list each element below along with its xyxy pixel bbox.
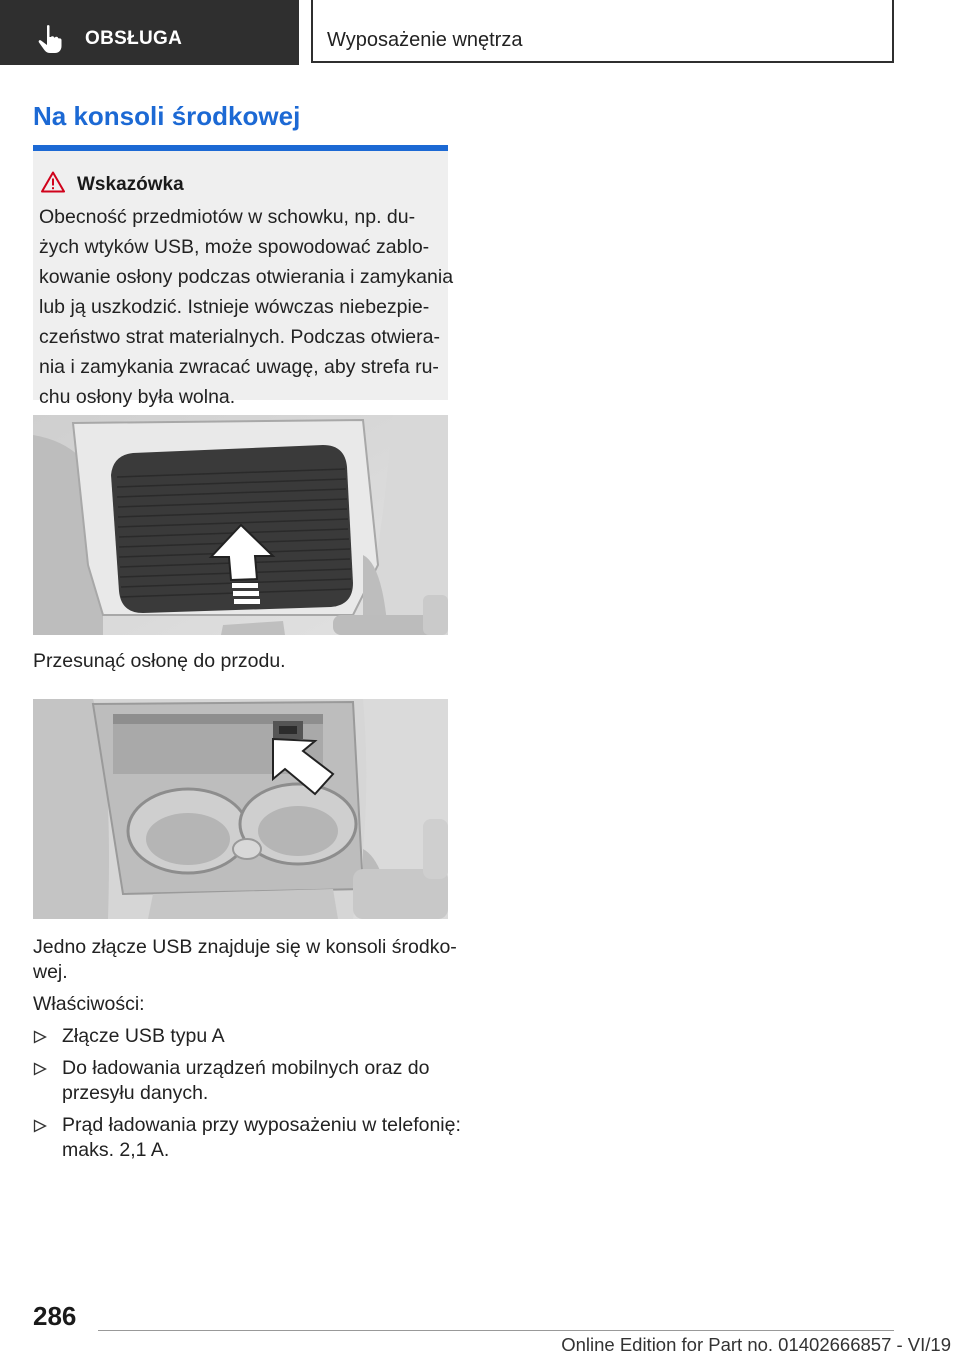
hand-pointer-icon <box>38 24 62 54</box>
list-item-text: Prąd ładowania przy wyposażeniu w telefonię: <box>62 1114 461 1136</box>
warning-line: żych wtyków USB, może spowodować zablo- <box>39 236 430 258</box>
warning-heading: Wskazówka <box>77 174 184 195</box>
properties-label: Właściwości: <box>33 993 145 1015</box>
footer-rule <box>98 1330 894 1331</box>
bullet-triangle-icon <box>33 1119 47 1133</box>
warning-line: kowanie osłony podczas otwierania i zamykania <box>39 266 454 288</box>
usb-text-line: Jedno złącze USB znajduje się w konsoli środko- <box>33 936 457 958</box>
console-cover-illustration <box>33 415 448 635</box>
warning-triangle-icon <box>41 171 65 193</box>
warning-line: czeństwo strat materialnych. Podczas otwiera- <box>39 326 440 348</box>
page-number: 286 <box>33 1301 77 1331</box>
list-item-text: Do ładowania urządzeń mobilnych oraz do <box>62 1057 430 1079</box>
list-item-text: przesyłu danych. <box>62 1082 209 1104</box>
warning-line: lub ją uszkodzić. Istnieje wówczas niebezpie- <box>39 296 430 318</box>
header-chapter-box <box>311 0 894 63</box>
warning-line: nia i zamykania zwracać uwagę, aby strefa ru- <box>39 356 439 378</box>
header-chapter-label: Wyposażenie wnętrza <box>327 29 523 51</box>
bullet-triangle-icon <box>33 1062 47 1076</box>
usb-port-drawing <box>33 699 448 919</box>
page-title: Na konsoli środkowej <box>33 101 301 131</box>
header-section-tab <box>0 0 299 65</box>
usb-port-illustration <box>33 699 448 919</box>
console-cover-drawing <box>33 415 448 635</box>
usb-text-line: wej. <box>33 961 68 983</box>
bullet-triangle-icon <box>33 1030 47 1044</box>
warning-line: chu osłony była wolna. <box>39 386 236 408</box>
footer-edition-text: Online Edition for Part no. 01402666857 - VI/19 <box>561 1334 951 1355</box>
warning-box <box>33 151 454 408</box>
footer-edition <box>0 1334 960 1356</box>
list-item-text: maks. 2,1 A. <box>62 1139 170 1161</box>
header-section-label: OBSŁUGA <box>85 28 183 49</box>
list-item-text: Złącze USB typu A <box>62 1025 225 1047</box>
warning-line: Obecność przedmiotów w schowku, np. du- <box>39 206 416 228</box>
caption-slide-cover: Przesunąć osłonę do przodu. <box>33 650 286 672</box>
